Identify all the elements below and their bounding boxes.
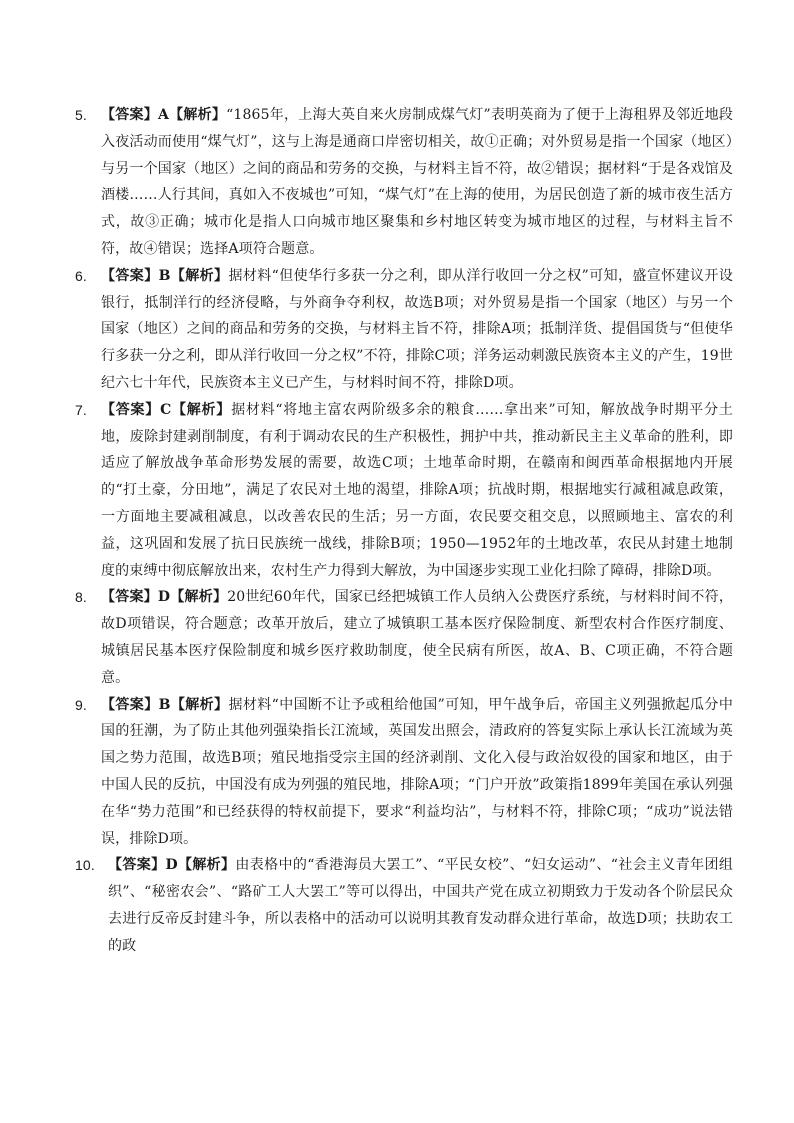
answer-choice: D xyxy=(165,857,178,874)
answer-choice: B xyxy=(158,696,171,713)
answer-choice: A xyxy=(158,107,170,123)
answer-item-10 xyxy=(75,852,733,959)
analysis-tag: 【解析】 xyxy=(169,107,227,123)
analysis-text: 据材料“但使华行多获一分之利，即从洋行收回一分之权”可知，盛宣怀建议开设银行，抵制洋行的经济侵略，与外商争夺利权，故选B项；对外贸易是指一个国家（地区）与另一个国家（地区）之间的商品和劳务的交换，与材料主旨不符，排除A项；抵制洋货、提倡国货与“但使华行多获一分之利，即从洋行收回一分之权”不符，排除C项；洋务运动刺激民族资本主义的产生，19世纪六七十年代，民族资本主义已产生，与材料时间不符，排除D项。 xyxy=(101,267,733,391)
answer-item-6 xyxy=(75,263,733,397)
analysis-tag: 【解析】 xyxy=(170,589,228,606)
item-number: 7. xyxy=(75,401,87,418)
analysis-text: 据材料“将地主富农两阶级多余的粮食……拿出来”可知，解放战争时期平分土地，废除封建剥削制度，有利于调动农民的生产积极性，拥护中共，推动新民主主义革命的胜利，即适应了解放战争革命形势发展的需要，故选C项；土地革命时期，在赣南和闽西革命根据地内开展的“打土豪，分田地”，满足了农民对土地的渴望，排除A项；抗战时期，根据地实行减租减息政策，一方面地主要减租减息，以改善农民的生活；另一方面，农民要交租交息，以照顾地主、富农的利益，这巩固和发展了抗日民族统一战线，排除B项；1950—1952年的土地改革，农民从封建土地制度的束缚中彻底解放出来，农村生产力得到大解放，为中国逐步实现工业化扫除了障碍，排除D项。 xyxy=(101,401,733,579)
answer-item-7 xyxy=(75,397,733,585)
answer-tag: 【答案】 xyxy=(101,107,158,123)
analysis-text: 据材料“中国断不让予或租给他国”可知，甲午战争后，帝国主义列强掀起瓜分中国的狂潮，为了防止其他列强染指长江流域，英国发出照会，清政府的答复实际上承认长江流域为英国之势力范围，故选B项；殖民地指受宗主国的经济剥削、文化入侵与政治奴役的国家和地区，由于中国人民的反抗，中国没有成为列强的殖民地，排除A项；“门户开放”政策指1899年美国在承认列强在华“势力范围”和已经获得的特权前提下，要求“利益均沾”，与材料不符，排除C项；“成功”说法错误，排除D项。 xyxy=(101,696,733,847)
answer-tag: 【答案】 xyxy=(101,401,161,418)
answer-item-8 xyxy=(75,584,733,691)
analysis-tag: 【解析】 xyxy=(170,267,229,284)
answer-choice: D xyxy=(157,589,171,606)
analysis-text: “1865年，上海大英自来火房制成煤气灯”表明英商为了便于上海租界及邻近地段入夜活动而使用“煤气灯”，这与上海是通商口岸密切相关，故①正确；对外贸易是指一个国家（地区）与另一个国家（地区）之间的商品和劳务的交换，与材料主旨不符，故②错误；据材料“于是各戏馆及酒楼……人行其间，真如入不夜城也”可知，“煤气灯”在上海的使用，为居民创造了新的城市夜生活方式，故③正确；城市化是指人口向城市地区聚集和乡村地区转变为城市地区的过程，与材料主旨不符，故④错误；选择A项符合题意。 xyxy=(101,107,733,257)
answer-tag: 【答案】 xyxy=(101,267,159,284)
item-number: 5. xyxy=(75,107,87,123)
answer-item-5 xyxy=(75,102,733,263)
answer-tag: 【答案】 xyxy=(101,589,158,606)
analysis-tag: 【解析】 xyxy=(170,696,229,713)
item-number: 9. xyxy=(75,696,87,713)
item-number: 6. xyxy=(75,267,87,284)
answer-tag: 【答案】 xyxy=(101,696,159,713)
item-number: 8. xyxy=(75,589,87,606)
answer-choice: B xyxy=(158,267,171,284)
answer-item-9 xyxy=(75,692,733,853)
answer-list xyxy=(75,102,733,960)
item-number: 10. xyxy=(75,857,95,874)
answer-tag: 【答案】 xyxy=(108,857,166,874)
analysis-text: 由表格中的“香港海员大罢工”、“平民女校”、“妇女运动”、“社会主义青年团组织”、“秘密农会”、“路矿工人大罢工”等可以得出，中国共产党在成立初期致力于发动各个阶层民众去进行反帝反封建斗争，所以表格中的活动可以说明其教育发动群众进行革命，故选D项；扶助农工的政 xyxy=(108,857,733,954)
analysis-text: 20世纪60年代，国家已经把城镇工作人员纳入公费医疗系统，与材料时间不符，故D项错误，符合题意；改革开放后，建立了城镇职工基本医疗保险制度、新型农村合作医疗制度、城镇居民基本医疗保险制度和城乡医疗救助制度，使全民病有所医，故A、B、C项正确，不符合题意。 xyxy=(101,589,733,686)
analysis-tag: 【解析】 xyxy=(171,401,232,418)
analysis-tag: 【解析】 xyxy=(177,857,236,874)
answer-choice: C xyxy=(160,401,172,418)
